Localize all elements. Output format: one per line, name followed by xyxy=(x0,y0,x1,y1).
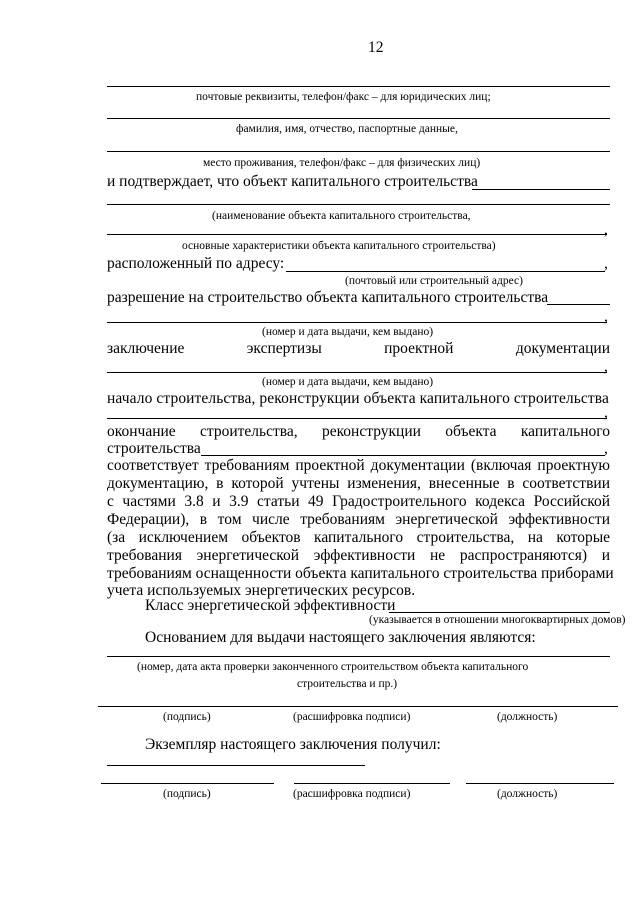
field-line xyxy=(547,304,610,305)
para-line: соответствует требованиям проектной документации (включая проектную xyxy=(107,457,610,474)
caption-expertise-issued: (номер и дата выдачи, кем выдано) xyxy=(262,376,434,388)
field-line xyxy=(107,151,610,152)
text-permit: разрешение на строительство объекта капитального строительства xyxy=(107,289,549,306)
signature-decode-label: (расшифровка подписи) xyxy=(293,711,411,723)
text-basis: Основанием для выдачи настоящего заключения являются: xyxy=(145,629,536,646)
field-line xyxy=(286,271,605,272)
para-line: требования энергетической эффективности не распространяются) и xyxy=(107,547,610,564)
caption-address-type: (почтовый или строительный адрес) xyxy=(345,275,523,287)
comma: , xyxy=(604,440,608,457)
signature-line xyxy=(98,706,618,707)
para-line: требованиям оснащенности объекта капитального строительства приборами xyxy=(107,565,614,582)
text-copy-received: Экземпляр настоящего заключения получил: xyxy=(145,736,441,753)
text-start: начало строительства, реконструкции объекта капитального строительства xyxy=(107,390,609,407)
para-line: (за исключением объектов капитального строительства, на которые xyxy=(107,529,610,546)
signature-line-decode xyxy=(294,783,450,784)
caption-act-line2: строительства и пр.) xyxy=(297,678,398,690)
caption-permit-issued: (номер и дата выдачи, кем выдано) xyxy=(262,326,434,338)
field-line xyxy=(107,234,607,235)
field-line xyxy=(389,612,610,613)
caption-act-line1: (номер, дата акта проверки законченного строительством объекта капитального xyxy=(137,661,529,673)
caption-fio: фамилия, имя, отчество, паспортные данные, xyxy=(236,123,458,135)
caption-postal: почтовые реквизиты, телефон/факс – для юридических лиц; xyxy=(196,91,491,103)
field-line xyxy=(107,418,607,419)
field-line xyxy=(107,86,610,87)
field-line xyxy=(107,765,365,766)
comma: , xyxy=(604,358,608,375)
caption-object-name: (наименование объекта капитального строительства, xyxy=(212,210,471,222)
signature2-position-label: (должность) xyxy=(497,788,558,800)
text-energy-class: Класс энергетической эффективности xyxy=(145,597,396,614)
text-located: расположенный по адресу: xyxy=(107,255,285,272)
para-line: с частями 3.8 и 3.9 статьи 49 Градостроительного кодекса Российской xyxy=(107,493,610,510)
text-expertise: заключение экспертизы проектной документации xyxy=(107,340,611,357)
field-line xyxy=(107,656,610,657)
field-line xyxy=(107,322,607,323)
field-line xyxy=(107,372,607,373)
field-line xyxy=(107,204,610,205)
para-line: документацию, в которой учтены изменения, внесенные в соответствии xyxy=(107,475,610,492)
caption-object-chars: основные характеристики объекта капитального строительства) xyxy=(182,240,496,252)
para-line: Федерации), в том числе требованиям энергетической эффективности xyxy=(107,511,610,528)
caption-energy-note: (указывается в отношении многоквартирных домов) xyxy=(369,614,626,626)
page-number: 12 xyxy=(368,39,384,56)
field-line xyxy=(201,455,605,456)
signature2-decode-label: (расшифровка подписи) xyxy=(293,788,411,800)
comma: , xyxy=(604,221,608,238)
text-end: окончание строительства, реконструкции объекта капитального xyxy=(107,423,610,440)
comma: , xyxy=(604,404,608,421)
field-line xyxy=(107,118,610,119)
signature-line-position xyxy=(466,783,614,784)
comma: , xyxy=(604,255,608,272)
text-confirms: и подтверждает, что объект капитального строительства xyxy=(107,173,478,190)
field-line xyxy=(472,189,610,190)
caption-residence: место проживания, телефон/факс – для физических лиц) xyxy=(203,157,481,169)
para-line-last: учета используемых энергетических ресурсов. xyxy=(107,582,416,599)
signature-position-label: (должность) xyxy=(497,711,558,723)
signature-sign-label: (подпись) xyxy=(163,711,211,723)
comma: , xyxy=(604,308,608,325)
text-end-cont: строительства xyxy=(107,440,201,457)
signature2-sign-label: (подпись) xyxy=(163,788,211,800)
signature-line-sign xyxy=(101,783,274,784)
